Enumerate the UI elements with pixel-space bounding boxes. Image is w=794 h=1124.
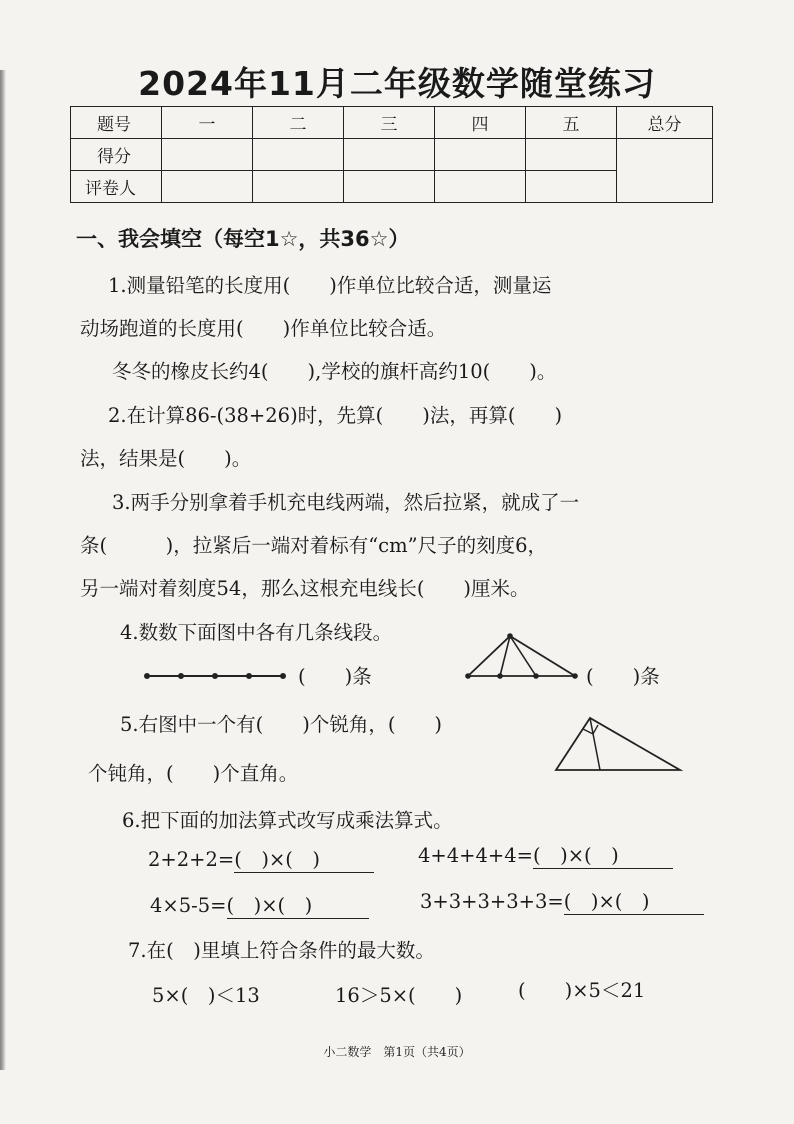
question-4-blank-a[interactable]: ( )条 — [298, 665, 372, 688]
segment-point — [212, 673, 218, 679]
figure-point — [497, 673, 503, 679]
score-header-cell: 题号 — [71, 107, 162, 139]
score-cell[interactable] — [526, 171, 617, 203]
score-table-row — [71, 171, 713, 203]
question-4-blank-b[interactable]: ( )条 — [586, 665, 660, 688]
score-table-header-row — [71, 107, 713, 139]
inner-segment — [510, 636, 536, 676]
segment-point — [246, 673, 252, 679]
q6-expression: 2+2+2= — [148, 848, 235, 871]
score-cell[interactable] — [344, 171, 435, 203]
question-5-line-1: 5.右图中一个有( )个锐角，( ) — [120, 713, 443, 736]
score-cell[interactable] — [344, 139, 435, 171]
figure-point — [507, 633, 513, 639]
score-header-cell: 一 — [162, 107, 253, 139]
question-7-prompt: 7.在( )里填上符合条件的最大数。 — [128, 939, 435, 962]
q6-expression: 4×5-5= — [150, 894, 227, 917]
q6-answer-blank[interactable]: ( )×( ) — [227, 890, 369, 919]
q6-row — [150, 890, 369, 919]
score-cell[interactable] — [435, 139, 526, 171]
question-5-line-2: 个钝角，( )个直角。 — [88, 762, 299, 785]
inner-segment — [590, 718, 600, 770]
paper-edge-shadow — [0, 70, 6, 1070]
figure-point — [533, 673, 539, 679]
question-3-line-2: 条( )，拉紧后一端对着标有“cm”尺子的刻度6， — [80, 534, 547, 557]
score-header-cell: 二 — [253, 107, 344, 139]
segment-point — [178, 673, 184, 679]
question-1-line-3: 冬冬的橡皮长约4( ),学校的旗杆高约10( )。 — [112, 360, 557, 383]
q6-answer-blank[interactable]: ( )×( ) — [234, 844, 374, 873]
score-row-label: 评卷人 — [71, 171, 162, 203]
figure-point — [465, 673, 471, 679]
q7-item[interactable]: ( )×5＜21 — [518, 979, 646, 1002]
score-table — [70, 106, 713, 203]
line-segment-figure-a — [140, 664, 290, 684]
page-footer: 小二数学 第1页（共4页） — [323, 1045, 471, 1059]
segment-point — [144, 673, 150, 679]
score-header-cell: 五 — [526, 107, 617, 139]
q7-item[interactable]: 5×( )＜13 — [152, 984, 260, 1007]
segment-point — [280, 673, 286, 679]
question-2-line-2: 法，结果是( )。 — [80, 447, 252, 470]
question-1-line-2: 动场跑道的长度用( )作单位比较合适。 — [80, 317, 447, 340]
score-cell[interactable] — [435, 171, 526, 203]
score-table-row — [71, 139, 713, 171]
q6-expression: 4+4+4+4= — [418, 844, 533, 867]
page-title: 2024年11月二年级数学随堂练习 — [138, 64, 656, 103]
q6-expression: 3+3+3+3+3= — [420, 890, 564, 913]
score-header-cell: 四 — [435, 107, 526, 139]
section-heading: 一、我会填空（每空1☆，共36☆） — [76, 227, 410, 251]
q7-item[interactable]: 16＞5×( ) — [335, 984, 463, 1007]
score-cell[interactable] — [162, 171, 253, 203]
figure-point — [572, 673, 578, 679]
total-score-cell[interactable] — [617, 139, 713, 203]
score-header-cell: 总分 — [617, 107, 713, 139]
angle-triangle-figure — [550, 712, 685, 774]
q6-answer-blank[interactable]: ( )×( ) — [564, 886, 704, 915]
triangle-outline — [468, 636, 575, 676]
q6-row — [420, 886, 704, 915]
score-cell[interactable] — [526, 139, 617, 171]
question-1-line-1: 1.测量铅笔的长度用( )作单位比较合适，测量运 — [108, 274, 552, 297]
question-2-line-1: 2.在计算86-(38+26)时，先算( )法，再算( ) — [108, 404, 563, 427]
q6-answer-blank[interactable]: ( )×( ) — [533, 840, 673, 869]
question-6-prompt: 6.把下面的加法算式改写成乘法算式。 — [122, 809, 453, 832]
score-cell[interactable] — [162, 139, 253, 171]
question-4-prompt: 4.数数下面图中各有几条线段。 — [120, 621, 393, 644]
question-3-line-1: 3.两手分别拿着手机充电线两端，然后拉紧，就成了一 — [112, 491, 580, 514]
q6-row — [148, 844, 374, 873]
question-3-line-3: 另一端对着刻度54，那么这根充电线长( )厘米。 — [80, 577, 530, 600]
q6-row — [418, 840, 673, 869]
score-cell[interactable] — [253, 171, 344, 203]
score-row-label: 得分 — [71, 139, 162, 171]
score-header-cell: 三 — [344, 107, 435, 139]
triangle-segment-figure — [460, 630, 585, 685]
score-cell[interactable] — [253, 139, 344, 171]
triangle-outline — [556, 718, 680, 770]
